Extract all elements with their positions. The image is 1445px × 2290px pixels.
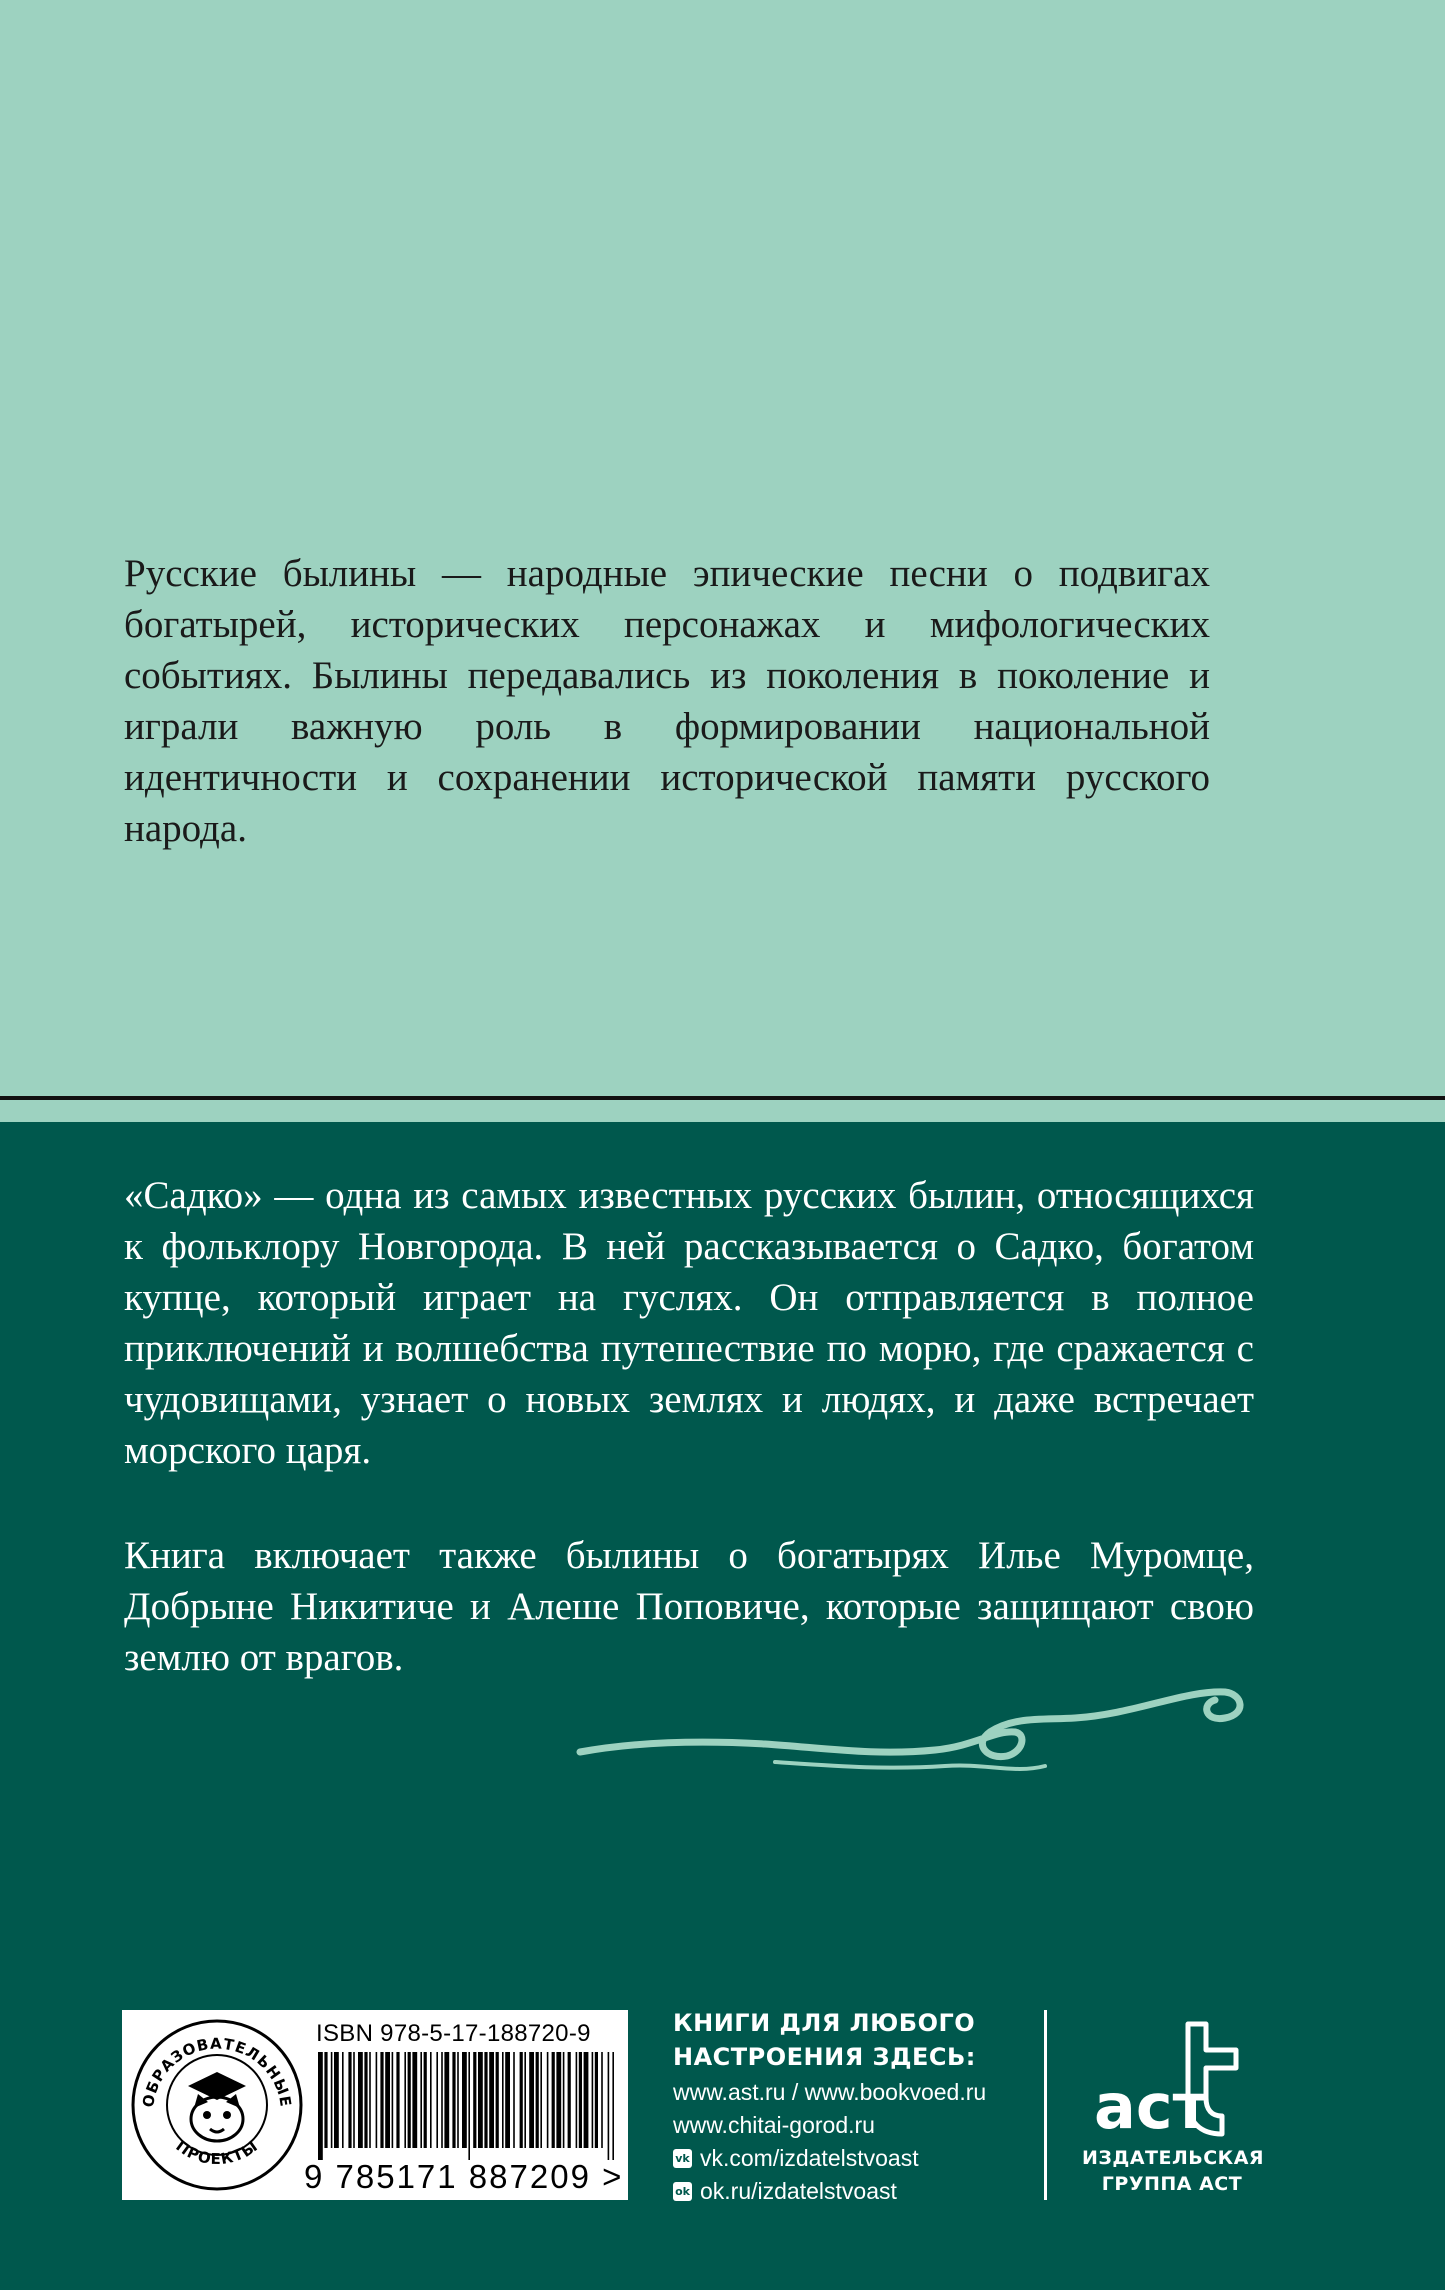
barcode-bar — [520, 2052, 523, 2148]
barcode-bar — [331, 2052, 333, 2148]
vertical-divider — [1044, 2010, 1047, 2200]
barcode-bar — [568, 2052, 571, 2148]
intro-paragraph: Русские былины — народные эпические песни о подвигах богатырей, исторических персонажах и мифологических событиях. Былины передавались из поколения в поколение и играли важную роль в формировании национальной идентичности и сохранении исторической памяти русского народа. — [124, 552, 1210, 850]
link-vk-text: vk.com/izdatelstvoast — [700, 2145, 919, 2171]
link-ok-text: ok.ru/izdatelstvoast — [700, 2178, 897, 2204]
barcode-bar — [420, 2052, 422, 2148]
description-paragraph-1: «Садко» — одна из самых известных русских былин, относящихся к фольклору Новгорода. В ней рассказывается о Садко, богатом купце, который играет на гуслях. Он отправляется в полное приключений и волшебства путешествие по морю, где сражается с чудовищами, узнает о новых землях и людях, и даже встречает морского царя. — [124, 1174, 1254, 1472]
barcode-bars — [316, 2052, 618, 2160]
link-ok[interactable] — [673, 2175, 986, 2208]
seal-bottom-text: ПРОЕКТЫ — [172, 2136, 262, 2169]
barcode-bar — [540, 2052, 542, 2148]
barcode-bar — [318, 2052, 323, 2160]
seal-top-text: ОБРАЗОВАТЕЛЬНЫЕ — [139, 2034, 295, 2109]
barcode-bar — [473, 2052, 476, 2148]
barcode-bar — [502, 2052, 504, 2148]
barcode-bar — [385, 2052, 390, 2148]
link-ast-bookvoed[interactable]: www.ast.ru / www.bookvoed.ru — [673, 2079, 987, 2105]
isbn-text: ISBN 978-5-17-188720-9 — [316, 2020, 591, 2047]
barcode-bar — [529, 2052, 534, 2148]
barcode-box — [122, 2010, 628, 2200]
barcode-bar — [342, 2052, 344, 2148]
flourish-ornament — [575, 1670, 1255, 1800]
barcode-bar — [612, 2052, 614, 2160]
barcode-bar — [404, 2052, 406, 2148]
barcode-bar — [513, 2052, 515, 2148]
barcode-bar — [324, 2052, 327, 2148]
barcode-bar — [462, 2052, 467, 2148]
barcode-bar — [441, 2052, 443, 2148]
ok-icon: ok — [673, 2182, 692, 2201]
promo-heading — [673, 2006, 976, 2074]
barcode-bar — [601, 2052, 603, 2148]
barcode-bar — [536, 2052, 539, 2148]
barcode-bar — [348, 2052, 351, 2148]
barcode-bar — [524, 2052, 526, 2148]
barcode-bar — [552, 2052, 555, 2148]
link-chitai-gorod[interactable]: www.chitai-gorod.ru — [673, 2112, 875, 2138]
barcode-bar — [444, 2052, 449, 2148]
barcode-bar — [579, 2052, 582, 2148]
barcode-bar — [452, 2052, 455, 2148]
barcode-bar — [478, 2052, 483, 2148]
promo-heading-line-1: КНИГИ ДЛЯ ЛЮБОГО — [673, 2009, 976, 2037]
barcode-bar — [505, 2052, 510, 2148]
barcode-bar — [608, 2052, 610, 2160]
publisher-logo-icon — [1088, 2010, 1258, 2140]
barcode-bar — [334, 2052, 339, 2148]
barcode-bar — [484, 2052, 487, 2148]
barcode-bar — [408, 2052, 411, 2148]
barcode-bar — [392, 2052, 394, 2148]
top-panel — [0, 0, 1445, 1096]
barcode-bar — [380, 2052, 383, 2148]
barcode-bar — [592, 2052, 594, 2148]
barcode-bar — [595, 2052, 598, 2148]
barcode-bar — [563, 2052, 565, 2148]
barcode-bar — [430, 2052, 432, 2148]
publisher-name — [1082, 2145, 1265, 2197]
publisher-name-line-2: ГРУППА АСТ — [1101, 2173, 1243, 2195]
barcode-bar — [376, 2052, 378, 2148]
barcode-bar — [358, 2052, 363, 2148]
series-seal-icon — [128, 2016, 306, 2194]
description-paragraph-2: Книга включает также былины о богатырях Илье Муромце, Добрыне Никитиче и Алеше Поповиче, которые защищают свою землю от врагов. — [124, 1534, 1254, 1679]
barcode-bar — [364, 2052, 367, 2148]
vk-icon: vk — [673, 2149, 692, 2168]
publisher-name-line-1: ИЗДАТЕЛЬСКАЯ — [1082, 2147, 1265, 2169]
barcode-bar — [369, 2052, 371, 2148]
publisher-logo-text: аст — [1094, 2070, 1209, 2140]
barcode-bar — [496, 2052, 499, 2148]
barcode-bar — [412, 2052, 417, 2148]
barcode-bar — [424, 2052, 427, 2148]
promo-links — [673, 2076, 986, 2208]
barcode-bar — [576, 2052, 578, 2148]
promo-heading-line-2: НАСТРОЕНИЯ ЗДЕСЬ: — [673, 2043, 976, 2071]
barcode-bar — [584, 2052, 589, 2148]
barcode-bar — [547, 2052, 549, 2148]
barcode-bar — [556, 2052, 561, 2148]
barcode-bar — [489, 2052, 494, 2148]
barcode-bar — [353, 2052, 355, 2148]
barcode-bar — [457, 2052, 459, 2148]
barcode-bar — [436, 2052, 438, 2148]
divider-strip — [0, 1100, 1445, 1122]
link-vk[interactable] — [673, 2142, 986, 2175]
barcode-digits: 9 785171 887209 > — [304, 2158, 624, 2195]
barcode-bar — [396, 2052, 399, 2148]
barcode-bar — [468, 2052, 470, 2160]
